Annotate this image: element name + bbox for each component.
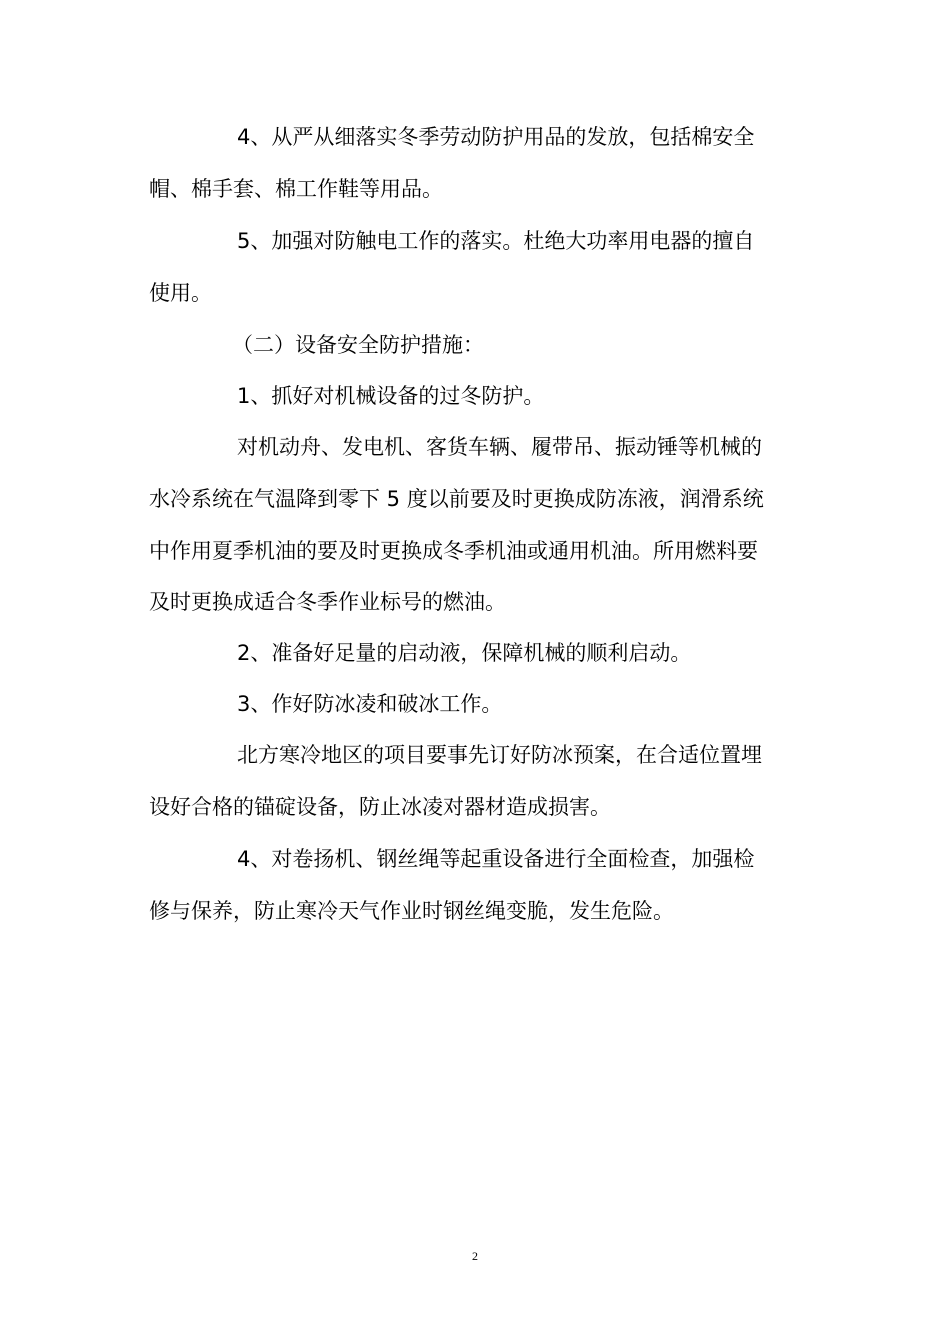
p2-line2: 使用。 bbox=[149, 281, 212, 305]
p6-line1: 2、准备好足量的启动液，保障机械的顺利启动。 bbox=[237, 641, 692, 665]
p9-line1: 4、对卷扬机、钢丝绳等起重设备进行全面检查，加强检 bbox=[237, 847, 755, 871]
p8-line2: 设好合格的锚碇设备，防止冰凌对器材造成损害。 bbox=[149, 795, 611, 819]
p5-line3: 中作用夏季机油的要及时更换成冬季机油或通用机油。所用燃料要 bbox=[149, 539, 758, 563]
p5-line4: 及时更换成适合冬季作业标号的燃油。 bbox=[149, 590, 506, 614]
page-number: 2 bbox=[472, 1249, 478, 1263]
section-heading: （二）设备安全防护措施： bbox=[232, 333, 484, 357]
p8-line1: 北方寒冷地区的项目要事先订好防冰预案，在合适位置埋 bbox=[237, 743, 762, 767]
p1-line1: 4、从严从细落实冬季劳动防护用品的发放，包括棉安全 bbox=[237, 125, 755, 149]
p5-line2: 水冷系统在气温降到零下 5 度以前要及时更换成防冻液，润滑系统 bbox=[149, 487, 764, 511]
p9-line2: 修与保养，防止寒冷天气作业时钢丝绳变脆，发生危险。 bbox=[149, 899, 674, 923]
p2-line1: 5、加强对防触电工作的落实。杜绝大功率用电器的擅自 bbox=[237, 229, 755, 253]
p5-line1: 对机动舟、发电机、客货车辆、履带吊、振动锤等机械的 bbox=[237, 435, 762, 459]
p7-line1: 3、作好防冰凌和破冰工作。 bbox=[237, 692, 503, 716]
p4-line1: 1、抓好对机械设备的过冬防护。 bbox=[237, 384, 545, 408]
p1-line2: 帽、棉手套、棉工作鞋等用品。 bbox=[149, 177, 443, 201]
